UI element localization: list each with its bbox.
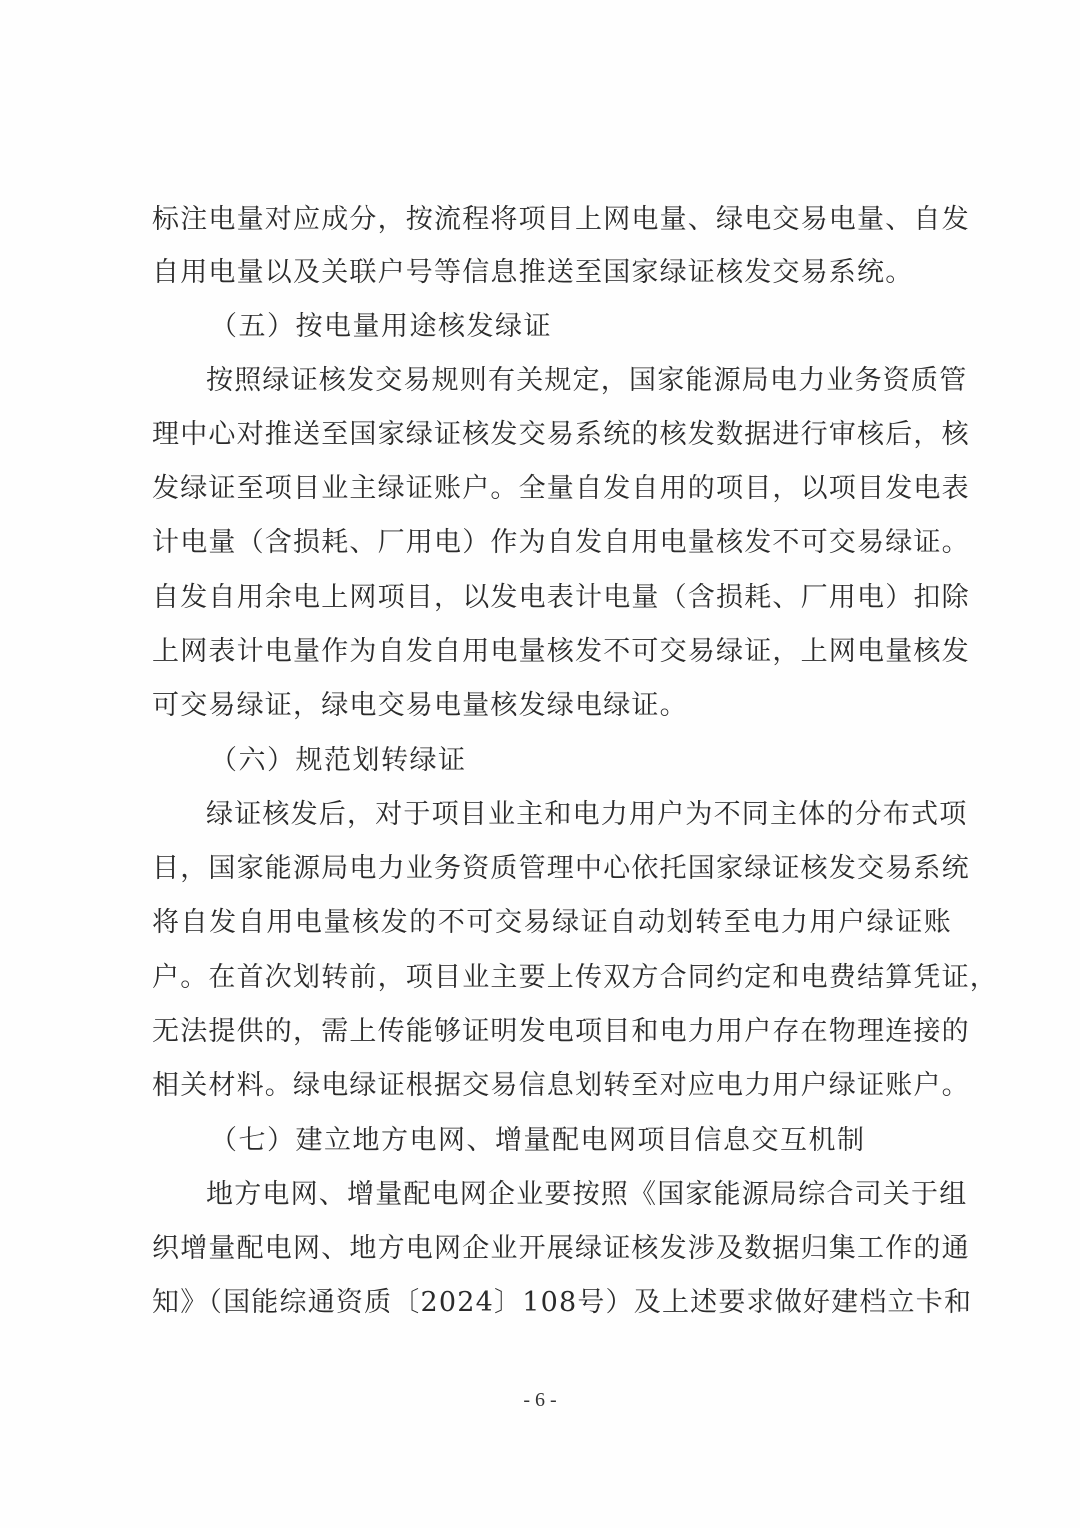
page-number: - 6 -	[523, 1389, 557, 1411]
body-line: 无法提供的，需上传能够证明发电项目和电力用户存在物理连接的	[152, 1016, 970, 1047]
section-heading-7: （七）建立地方电网、增量配电网项目信息交互机制	[210, 1125, 866, 1156]
body-line: 目，国家能源局电力业务资质管理中心依托国家绿证核发交易系统	[152, 853, 970, 884]
section-heading-6: （六）规范划转绿证	[210, 745, 467, 776]
body-line: 户。在首次划转前，项目业主要上传双方合同约定和电费结算凭证，	[152, 962, 998, 993]
body-line: 相关材料。绿电绿证根据交易信息划转至对应电力用户绿证账户。	[152, 1070, 970, 1101]
body-line: 自发自用余电上网项目，以发电表计电量（含损耗、厂用电）扣除	[152, 582, 970, 613]
body-line: 知》（国能综通资质〔2024〕108号）及上述要求做好建档立卡和	[152, 1287, 973, 1318]
body-line: 将自发自用电量核发的不可交易绿证自动划转至电力用户绿证账	[152, 907, 952, 938]
body-line: 发绿证至项目业主绿证账户。全量自发自用的项目，以项目发电表	[152, 473, 970, 504]
paragraph-first-line: 按照绿证核发交易规则有关规定，国家能源局电力业务资质管	[206, 365, 968, 396]
body-line: 计电量（含损耗、厂用电）作为自发自用电量核发不可交易绿证。	[152, 527, 970, 558]
body-line: 上网表计电量作为自发自用电量核发不可交易绿证，上网电量核发	[152, 636, 970, 667]
body-line: 理中心对推送至国家绿证核发交易系统的核发数据进行审核后，核	[152, 419, 970, 450]
body-line: 可交易绿证，绿电交易电量核发绿电绿证。	[152, 690, 688, 721]
body-line: 标注电量对应成分，按流程将项目上网电量、绿电交易电量、自发	[152, 204, 970, 235]
paragraph-first-line: 绿证核发后，对于项目业主和电力用户为不同主体的分布式项	[206, 799, 968, 830]
body-line: 织增量配电网、地方电网企业开展绿证核发涉及数据归集工作的通	[152, 1233, 970, 1264]
body-line: 自用电量以及关联户号等信息推送至国家绿证核发交易系统。	[152, 257, 914, 288]
section-heading-5: （五）按电量用途核发绿证	[210, 311, 552, 342]
paragraph-first-line: 地方电网、增量配电网企业要按照《国家能源局综合司关于组	[206, 1179, 968, 1210]
